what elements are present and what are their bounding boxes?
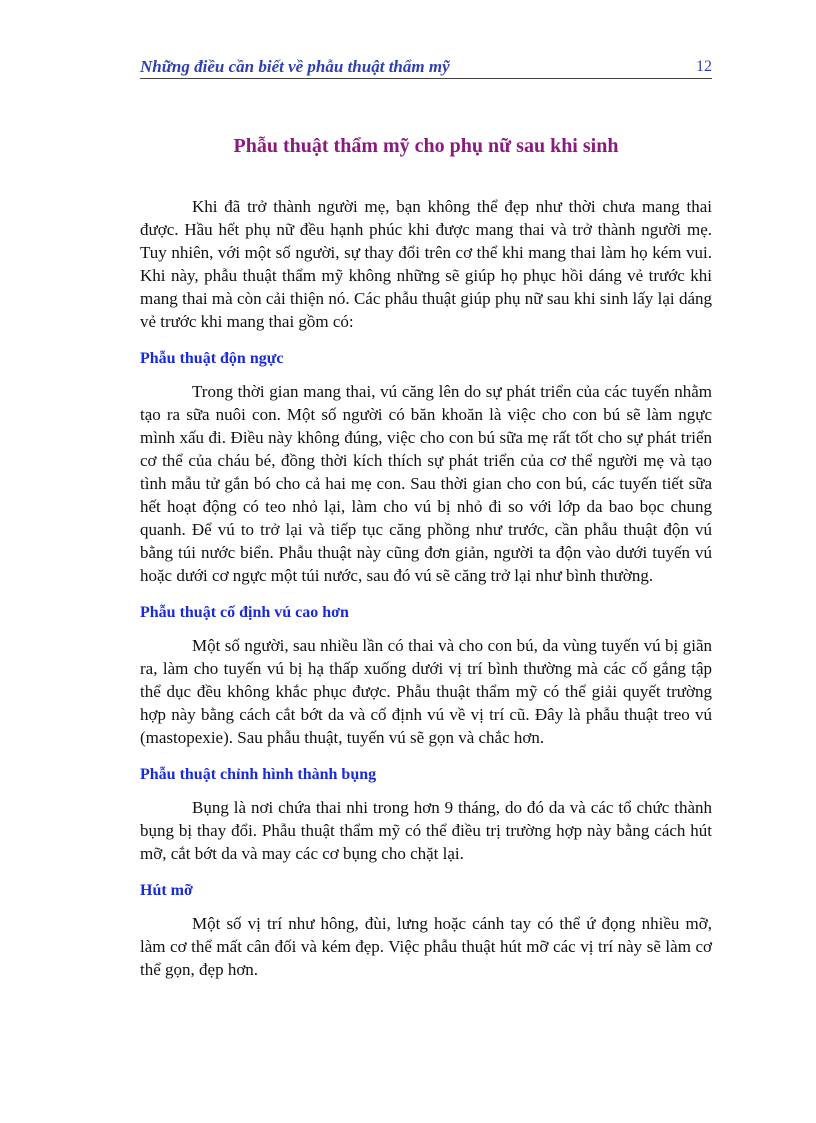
section-heading-breast-augmentation: Phẫu thuật độn ngực — [140, 350, 284, 367]
section-paragraph-abdominoplasty: Bụng là nơi chứa thai nhi trong hơn 9 tháng, do đó da và các tổ chức thành bụng bị thay đổi. Phẫu thuật thẩm mỹ có thể điều trị trường hợp này bằng cách hút mỡ, cắt bớt da và may các cơ bụng cho chặt lại. — [140, 798, 712, 863]
section-heading-liposuction: Hút mỡ — [140, 882, 193, 899]
section-paragraph-breast-lift: Một số người, sau nhiều lần có thai và cho con bú, da vùng tuyến vú bị giãn ra, làm cho tuyến vú bị hạ thấp xuống dưới vị trí bình thường mà các cố gắng tập thể dục đều không khắc phục được. Phẫu thuật thẩm mỹ có thể giải quyết trường hợp này bằng cách cắt bớt da và cố định vú về vị trí cũ. Đây là phẫu thuật treo vú (mastopexie). Sau phẫu thuật, tuyến vú sẽ gọn và chắc hơn. — [140, 636, 712, 747]
intro-paragraph: Khi đã trở thành người mẹ, bạn không thể đẹp như thời chưa mang thai được. Hầu hết phụ nữ đều hạnh phúc khi được mang thai và trở thành người mẹ. Tuy nhiên, với một số người, sự thay đổi trên cơ thể khi mang thai làm họ kém vui. Khi này, phẫu thuật thẩm mỹ không những sẽ giúp họ phục hồi dáng vẻ trước khi mang thai mà còn cải thiện nó. Các phẫu thuật giúp phụ nữ sau khi sinh lấy lại dáng vẻ trước khi mang thai gồm có: — [140, 197, 712, 331]
page-number: 12 — [696, 58, 712, 75]
article-body — [140, 195, 712, 981]
header-title: Những điều cần biết về phẫu thuật thẩm mỹ — [140, 57, 450, 76]
page-title: Phẫu thuật thẩm mỹ cho phụ nữ sau khi sinh — [233, 135, 619, 157]
section-paragraph-breast-augmentation: Trong thời gian mang thai, vú căng lên do sự phát triển của các tuyến nhằm tạo ra sữa nuôi con. Một số người có băn khoăn là việc cho con bú sẽ làm ngực mình xấu đi. Điều này không đúng, việc cho con bú sữa mẹ rất tốt cho sự phát triển cơ thể của cháu bé, đồng thời kích thích sự phát triển của cơ thể người mẹ và tạo tình mẫu tử gắn bó cho cả hai mẹ con. Sau thời gian cho con bú, các tuyến tiết sữa hết hoạt động có teo nhỏ lại, làm cho vú bị nhỏ đi so với lớp da bao bọc chung quanh. Để vú to trở lại và tiếp tục căng phồng như trước, cần phẫu thuật độn vú bằng túi nước biển. Phẫu thuật này cũng đơn giản, người ta độn vào dưới tuyến vú hoặc dưới cơ ngực một túi nước, sau đó vú sẽ căng trở lại như bình thường. — [140, 382, 712, 585]
running-header — [140, 56, 712, 79]
section-paragraph-liposuction: Một số vị trí như hông, đùi, lưng hoặc cánh tay có thể ứ đọng nhiều mỡ, làm cơ thể mất cân đối và kém đẹp. Việc phẫu thuật hút mỡ các vị trí này sẽ làm cơ thể gọn, đẹp hơn. — [140, 914, 712, 979]
section-heading-abdominoplasty: Phẫu thuật chỉnh hình thành bụng — [140, 766, 377, 783]
section-heading-breast-lift: Phẫu thuật cố định vú cao hơn — [140, 604, 349, 621]
